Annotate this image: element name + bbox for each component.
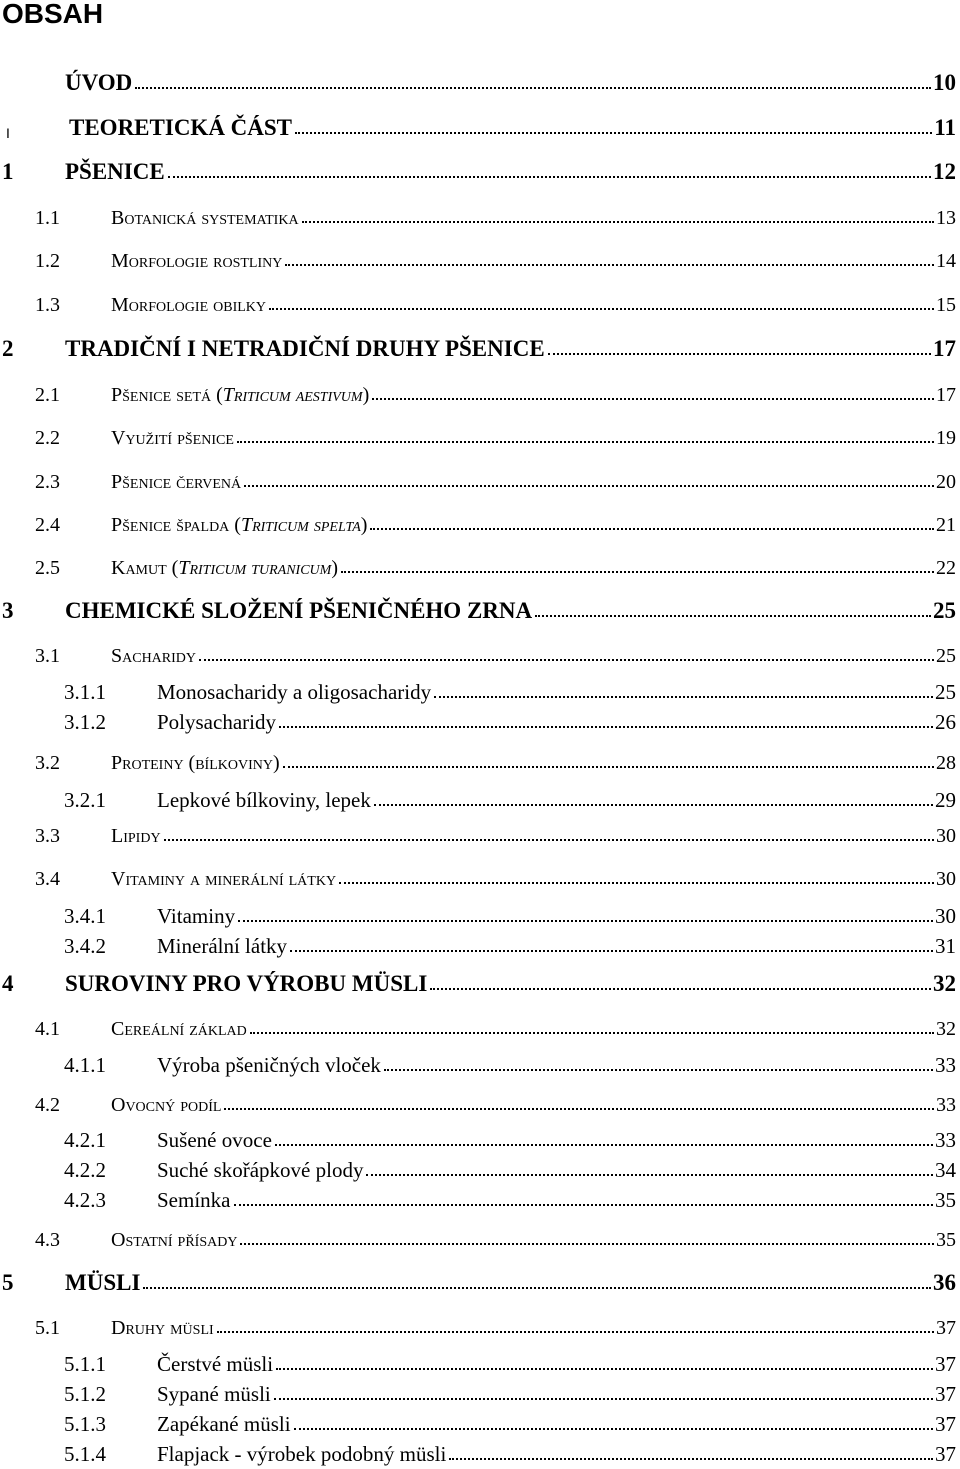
toc-number: 3.4.2 — [64, 934, 106, 958]
toc-title: Pšenice špalda (Triticum spelta) — [111, 514, 368, 536]
toc-number: 3.1.2 — [64, 710, 106, 734]
toc-page-number: 35 — [935, 1188, 956, 1212]
toc-entry-3[interactable] — [2, 592, 956, 624]
toc-number: 5.1 — [35, 1317, 60, 1339]
dot-leader — [285, 264, 934, 266]
toc-entry-I[interactable] — [2, 109, 956, 141]
toc-title: Morfologie obilky — [111, 294, 266, 316]
toc-entry-5-1-2[interactable] — [64, 1375, 956, 1407]
toc-page-number: 22 — [936, 557, 956, 579]
toc-title: Druhy müsli — [111, 1317, 214, 1339]
toc-number: 1.3 — [35, 294, 60, 316]
dot-leader — [294, 1428, 933, 1430]
dot-leader — [164, 839, 934, 841]
toc-number: 3.3 — [35, 825, 60, 847]
toc-entry-5[interactable] — [2, 1264, 956, 1296]
toc-page-number: 26 — [935, 710, 956, 734]
toc-title: Kamut (Triticum turanicum) — [111, 557, 339, 579]
toc-page-number: 30 — [935, 904, 956, 928]
toc-page-number: 30 — [936, 825, 956, 847]
toc-entry-5-1[interactable] — [35, 1308, 956, 1340]
toc-page-number: 32 — [936, 1018, 956, 1040]
toc-title: Flapjack - výrobek podobný müsli — [157, 1442, 447, 1466]
toc-page-number: 21 — [936, 514, 956, 536]
toc-page-number: 32 — [933, 971, 956, 996]
toc-title: CHEMICKÉ SLOŽENÍ PŠENIČNÉHO ZRNA — [65, 598, 533, 623]
dot-leader — [341, 571, 934, 573]
toc-page-number: 25 — [935, 680, 956, 704]
toc-entry-1-2[interactable] — [35, 241, 956, 273]
toc-page-number: 30 — [936, 868, 956, 890]
toc-number: 2.2 — [35, 427, 60, 449]
toc-page-number: 14 — [936, 250, 956, 272]
toc-entry-4-2-3[interactable] — [64, 1181, 956, 1213]
toc-title: Vitaminy — [157, 904, 236, 928]
dot-leader — [276, 1368, 933, 1370]
toc-entry-3-1-2[interactable] — [64, 703, 956, 735]
toc-entry-3-2-1[interactable] — [64, 781, 956, 813]
dot-leader — [290, 950, 933, 952]
dot-leader — [275, 1144, 933, 1146]
toc-title: PŠENICE — [65, 159, 165, 184]
toc-entry-4-1[interactable] — [35, 1009, 956, 1041]
toc-entry-4-3[interactable] — [35, 1220, 956, 1252]
toc-entry-4-2[interactable] — [35, 1085, 956, 1117]
toc-page-number: 20 — [936, 471, 956, 493]
toc-title: Pšenice červená — [111, 471, 242, 493]
toc-entry-1-3[interactable] — [35, 285, 956, 317]
dot-leader — [430, 988, 931, 990]
toc-title: Botanická systematika — [111, 207, 299, 229]
toc-number: 4.1.1 — [64, 1053, 106, 1077]
dot-leader — [274, 1398, 933, 1400]
dot-leader — [434, 696, 933, 698]
toc-page-number: 37 — [935, 1382, 956, 1406]
toc-number: 5.1.2 — [64, 1382, 106, 1406]
toc-entry-5-1-3[interactable] — [64, 1405, 956, 1437]
toc-number: 3.4 — [35, 868, 60, 890]
toc-number: 4.2 — [35, 1094, 60, 1116]
toc-page-number: 10 — [933, 70, 956, 95]
toc-page-number: 33 — [936, 1094, 956, 1116]
toc-entry-4-1-1[interactable] — [64, 1046, 956, 1078]
toc-number: 4.1 — [35, 1018, 60, 1040]
toc-title: TRADIČNÍ I NETRADIČNÍ DRUHY PŠENICE — [65, 336, 545, 361]
toc-number: 3.4.1 — [64, 904, 106, 928]
toc-page-number: 35 — [936, 1229, 956, 1251]
toc-page-number: 17 — [936, 384, 956, 406]
toc-page-number: 34 — [935, 1158, 956, 1182]
toc-entry-5-1-4[interactable] — [64, 1435, 956, 1467]
dot-leader — [238, 920, 933, 922]
toc-entry-3-2[interactable] — [35, 743, 956, 775]
toc-entry-2-4[interactable] — [35, 505, 956, 537]
toc-number: 1 — [2, 159, 14, 184]
dot-leader — [135, 87, 931, 89]
dot-leader — [339, 882, 934, 884]
dot-leader — [535, 615, 931, 617]
toc-page-number: 15 — [936, 294, 956, 316]
toc-title: Čerstvé müsli — [157, 1352, 274, 1376]
toc-entry-4-2-2[interactable] — [64, 1151, 956, 1183]
toc-number: 1.2 — [35, 250, 60, 272]
toc-page-number: 25 — [936, 645, 956, 667]
toc-page-number: 29 — [935, 788, 956, 812]
toc-entry-3-4-2[interactable] — [64, 927, 956, 959]
toc-number: I — [6, 125, 10, 141]
dot-leader — [372, 398, 934, 400]
toc-page-number: 13 — [936, 207, 956, 229]
dot-leader — [224, 1108, 934, 1110]
toc-number: 5 — [2, 1270, 14, 1295]
toc-title: Využití pšenice — [111, 427, 234, 449]
toc-number: 2.5 — [35, 557, 60, 579]
toc-title: Vitaminy a minerální látky — [111, 868, 337, 890]
toc-number: 5.1.1 — [64, 1352, 106, 1376]
toc-title: ÚVOD — [65, 70, 133, 95]
toc-number: 5.1.4 — [64, 1442, 106, 1466]
toc-title: Proteiny (bílkoviny) — [111, 752, 280, 774]
dot-leader — [384, 1069, 933, 1071]
toc-page-number: 25 — [933, 598, 956, 623]
toc-page-number: 37 — [935, 1412, 956, 1436]
toc-title: Sušené ovoce — [157, 1128, 272, 1152]
dot-leader — [366, 1174, 933, 1176]
toc-number: 4.2.1 — [64, 1128, 106, 1152]
toc-number: 4.3 — [35, 1229, 60, 1251]
toc-title: Polysacharidy — [157, 710, 276, 734]
toc-entry-2-3[interactable] — [35, 462, 956, 494]
toc-entry-5-1-1[interactable] — [64, 1345, 956, 1377]
toc-entry-3-1[interactable] — [35, 636, 956, 668]
toc-title: Suché skořápkové plody — [157, 1158, 364, 1182]
dot-leader — [168, 176, 931, 178]
toc-entry-4[interactable] — [2, 965, 956, 997]
toc-title: Monosacharidy a oligosacharidy — [157, 680, 432, 704]
dot-leader — [237, 441, 934, 443]
dot-leader — [250, 1032, 934, 1034]
toc-page-number: 37 — [935, 1352, 956, 1376]
toc-entry-1-1[interactable] — [35, 198, 956, 230]
dot-leader — [234, 1204, 934, 1206]
dot-leader — [370, 528, 934, 530]
toc-page-number: 12 — [933, 159, 956, 184]
dot-leader — [374, 804, 933, 806]
dot-leader — [269, 308, 934, 310]
toc-number: 2.1 — [35, 384, 60, 406]
toc-entry-4-2-1[interactable] — [64, 1121, 956, 1153]
toc-title: Semínka — [157, 1188, 231, 1212]
toc-page-number: 17 — [933, 336, 956, 361]
dot-leader — [449, 1458, 933, 1460]
toc-entry-3-4-1[interactable] — [64, 897, 956, 929]
toc-number: 2.3 — [35, 471, 60, 493]
dot-leader — [143, 1287, 931, 1289]
toc-number: 2.4 — [35, 514, 60, 536]
toc-number: 3.2 — [35, 752, 60, 774]
toc-page-number: 33 — [935, 1128, 956, 1152]
toc-number: 3.1.1 — [64, 680, 106, 704]
dot-leader — [302, 221, 934, 223]
toc-number: 2 — [2, 336, 14, 361]
toc-number: 5.1.3 — [64, 1412, 106, 1436]
toc-title: Cereální základ — [111, 1018, 247, 1040]
toc-number: 3.2.1 — [64, 788, 106, 812]
toc-entry-3-4[interactable] — [35, 859, 956, 891]
dot-leader — [217, 1331, 934, 1333]
toc-entry-2-1[interactable] — [35, 375, 956, 407]
dot-leader — [283, 766, 934, 768]
toc-title: SUROVINY PRO VÝROBU MÜSLI — [65, 971, 428, 996]
toc-page-number: 11 — [934, 115, 956, 140]
toc-page-number: 28 — [936, 752, 956, 774]
toc-title: TEORETICKÁ ČÁST — [69, 115, 293, 140]
toc-page-number: 19 — [936, 427, 956, 449]
toc-number: 4.2.3 — [64, 1188, 106, 1212]
dot-leader — [279, 726, 933, 728]
toc-title: Lipidy — [111, 825, 161, 847]
toc-title: Zapékané müsli — [157, 1412, 291, 1436]
toc-title: Ostatní přísady — [111, 1229, 238, 1251]
toc-title: Ovocný podíl — [111, 1094, 222, 1116]
toc-title: Sypané müsli — [157, 1382, 271, 1406]
dot-leader — [244, 485, 934, 487]
toc-entry-3-3[interactable] — [35, 816, 956, 848]
dot-leader — [295, 132, 932, 134]
toc-title: Výroba pšeničných vloček — [157, 1053, 381, 1077]
dot-leader — [199, 659, 934, 661]
toc-title: Sacharidy — [111, 645, 197, 667]
page-title: OBSAH — [2, 0, 104, 29]
toc-number: 4 — [2, 971, 14, 996]
toc-page-number: 37 — [935, 1442, 956, 1466]
toc-number: 1.1 — [35, 207, 60, 229]
dot-leader — [240, 1243, 934, 1245]
toc-number: 4.2.2 — [64, 1158, 106, 1182]
toc-title: Lepkové bílkoviny, lepek — [157, 788, 371, 812]
toc-entry-2[interactable] — [2, 330, 956, 362]
toc-title: Pšenice setá (Triticum aestivum) — [111, 384, 370, 406]
toc-number: 3.1 — [35, 645, 60, 667]
toc-page-number: 36 — [933, 1270, 956, 1295]
toc-number: 3 — [2, 598, 14, 623]
dot-leader — [548, 353, 931, 355]
toc-entry-2-5[interactable] — [35, 548, 956, 580]
toc-entry-1[interactable] — [2, 153, 956, 185]
toc-page-number: 31 — [935, 934, 956, 958]
toc-entry-2-2[interactable] — [35, 418, 956, 450]
toc-title: Minerální látky — [157, 934, 288, 958]
toc-title: MÜSLI — [65, 1270, 141, 1295]
toc-page-number: 33 — [935, 1053, 956, 1077]
toc-entry-uvod[interactable] — [2, 64, 956, 96]
toc-entry-3-1-1[interactable] — [64, 673, 956, 705]
toc-page-number: 37 — [936, 1317, 956, 1339]
toc-title: Morfologie rostliny — [111, 250, 283, 272]
